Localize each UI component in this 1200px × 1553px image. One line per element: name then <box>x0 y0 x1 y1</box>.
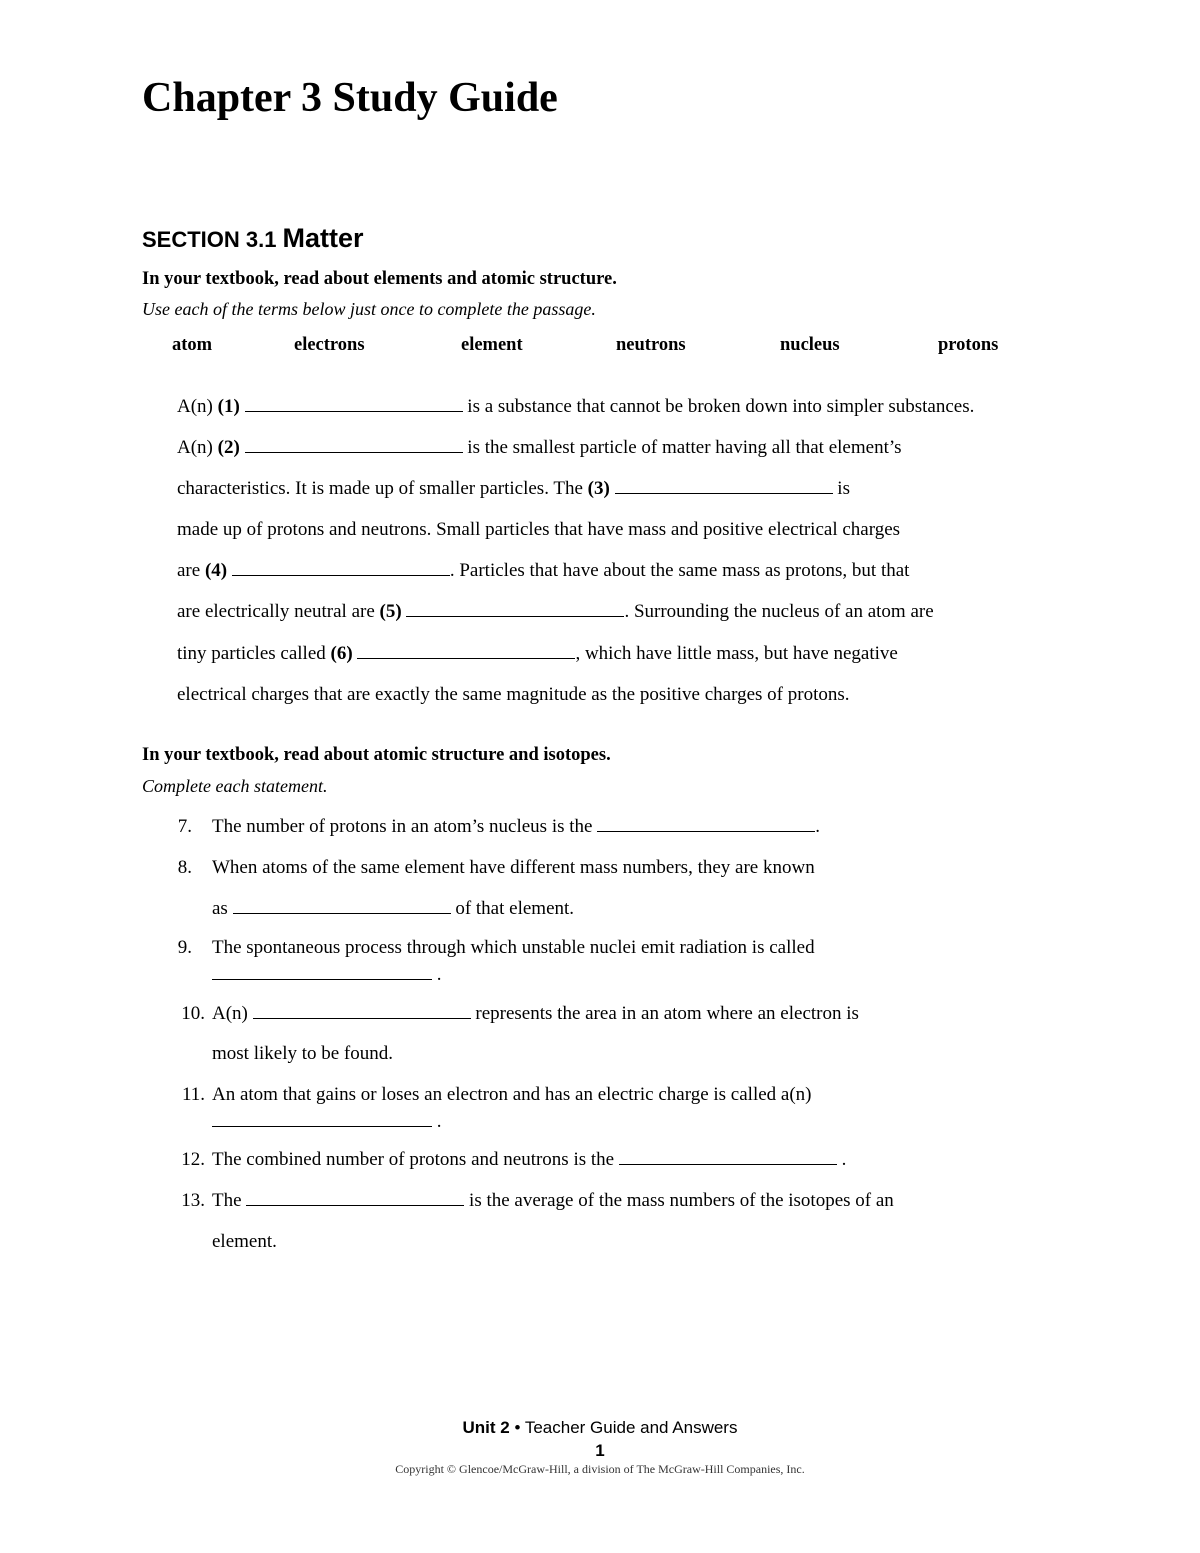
question-8: When atoms of the same element have different mass numbers, they are known <box>212 857 815 878</box>
question-9-cont: . <box>212 962 442 988</box>
term-electrons: electrons <box>294 335 365 355</box>
copyright-notice: Copyright © Glencoe/McGraw-Hill, a division of The McGraw-Hill Companies, Inc. <box>395 1462 805 1476</box>
answer-blank-3[interactable] <box>615 476 833 494</box>
question-13: The is the average of the mass numbers of the isotopes of an <box>212 1190 894 1211</box>
answer-blank-9[interactable] <box>212 962 432 980</box>
term-neutrons: neutrons <box>616 335 686 355</box>
question-12: The combined number of protons and neutrons is the . <box>212 1149 847 1170</box>
question-9: The spontaneous process through which unstable nuclei emit radiation is called <box>212 937 815 958</box>
question-number: 7. <box>177 816 192 837</box>
term-atom: atom <box>172 335 213 355</box>
answer-blank-4[interactable] <box>232 558 450 576</box>
question-13-cont: element. <box>212 1231 277 1252</box>
footer-unit: Unit 2 • Teacher Guide and Answers <box>462 1418 738 1437</box>
answer-blank-8[interactable] <box>233 896 451 914</box>
passage-line-5: are (4) . Particles that have about the same mass as protons, but that <box>177 560 910 581</box>
answer-blank-12[interactable] <box>619 1147 837 1165</box>
section-label: SECTION 3.1 <box>142 227 277 252</box>
question-10-cont: most likely to be found. <box>212 1043 394 1064</box>
question-number: 10. <box>181 1003 205 1024</box>
page-title: Chapter 3 Study Guide <box>142 75 558 121</box>
answer-blank-10[interactable] <box>253 1001 471 1019</box>
question-10: A(n) represents the area in an atom where an electron is <box>212 1003 859 1024</box>
question-number: 9. <box>177 937 192 958</box>
answer-blank-1[interactable] <box>245 394 463 412</box>
question-number: 13. <box>181 1190 205 1211</box>
question-11: An atom that gains or loses an electron and has an electric charge is called a(n) <box>212 1084 812 1105</box>
answer-blank-2[interactable] <box>245 435 463 453</box>
answer-blank-13[interactable] <box>246 1188 464 1206</box>
passage-line-8: electrical charges that are exactly the same magnitude as the positive charges of protons. <box>177 684 850 705</box>
part2-directions: Complete each statement. <box>142 776 328 796</box>
page-number: 1 <box>595 1441 605 1460</box>
part1-instruction: In your textbook, read about elements and atomic structure. <box>142 269 617 289</box>
answer-blank-5[interactable] <box>406 599 624 617</box>
passage-line-7: tiny particles called (6) , which have little mass, but have negative <box>177 643 898 664</box>
passage-line-6: are electrically neutral are (5) . Surrounding the nucleus of an atom are <box>177 601 934 622</box>
term-element: element <box>461 335 523 355</box>
question-number: 8. <box>177 857 192 878</box>
question-number: 12. <box>181 1149 205 1170</box>
answer-blank-6[interactable] <box>357 641 575 659</box>
answer-blank-7[interactable] <box>597 814 815 832</box>
part1-directions: Use each of the terms below just once to complete the passage. <box>142 299 596 319</box>
part2-instruction: In your textbook, read about atomic structure and isotopes. <box>142 745 611 765</box>
passage-line-4: made up of protons and neutrons. Small particles that have mass and positive electrical charges <box>177 519 901 540</box>
section-heading <box>142 222 364 259</box>
passage-line-1: A(n) (1) is a substance that cannot be broken down into simpler substances. <box>177 396 975 417</box>
term-protons: protons <box>938 335 999 355</box>
passage-line-3: characteristics. It is made up of smaller particles. The (3) is <box>177 478 850 499</box>
question-number: 11. <box>181 1084 205 1105</box>
question-7: The number of protons in an atom’s nucleus is the . <box>212 816 820 837</box>
question-8-cont: as of that element. <box>212 898 575 919</box>
passage-line-2: A(n) (2) is the smallest particle of matter having all that element’s <box>177 437 902 458</box>
term-nucleus: nucleus <box>780 335 840 355</box>
question-11-cont: . <box>212 1109 442 1135</box>
section-name: Matter <box>282 223 364 253</box>
answer-blank-11[interactable] <box>212 1109 432 1127</box>
